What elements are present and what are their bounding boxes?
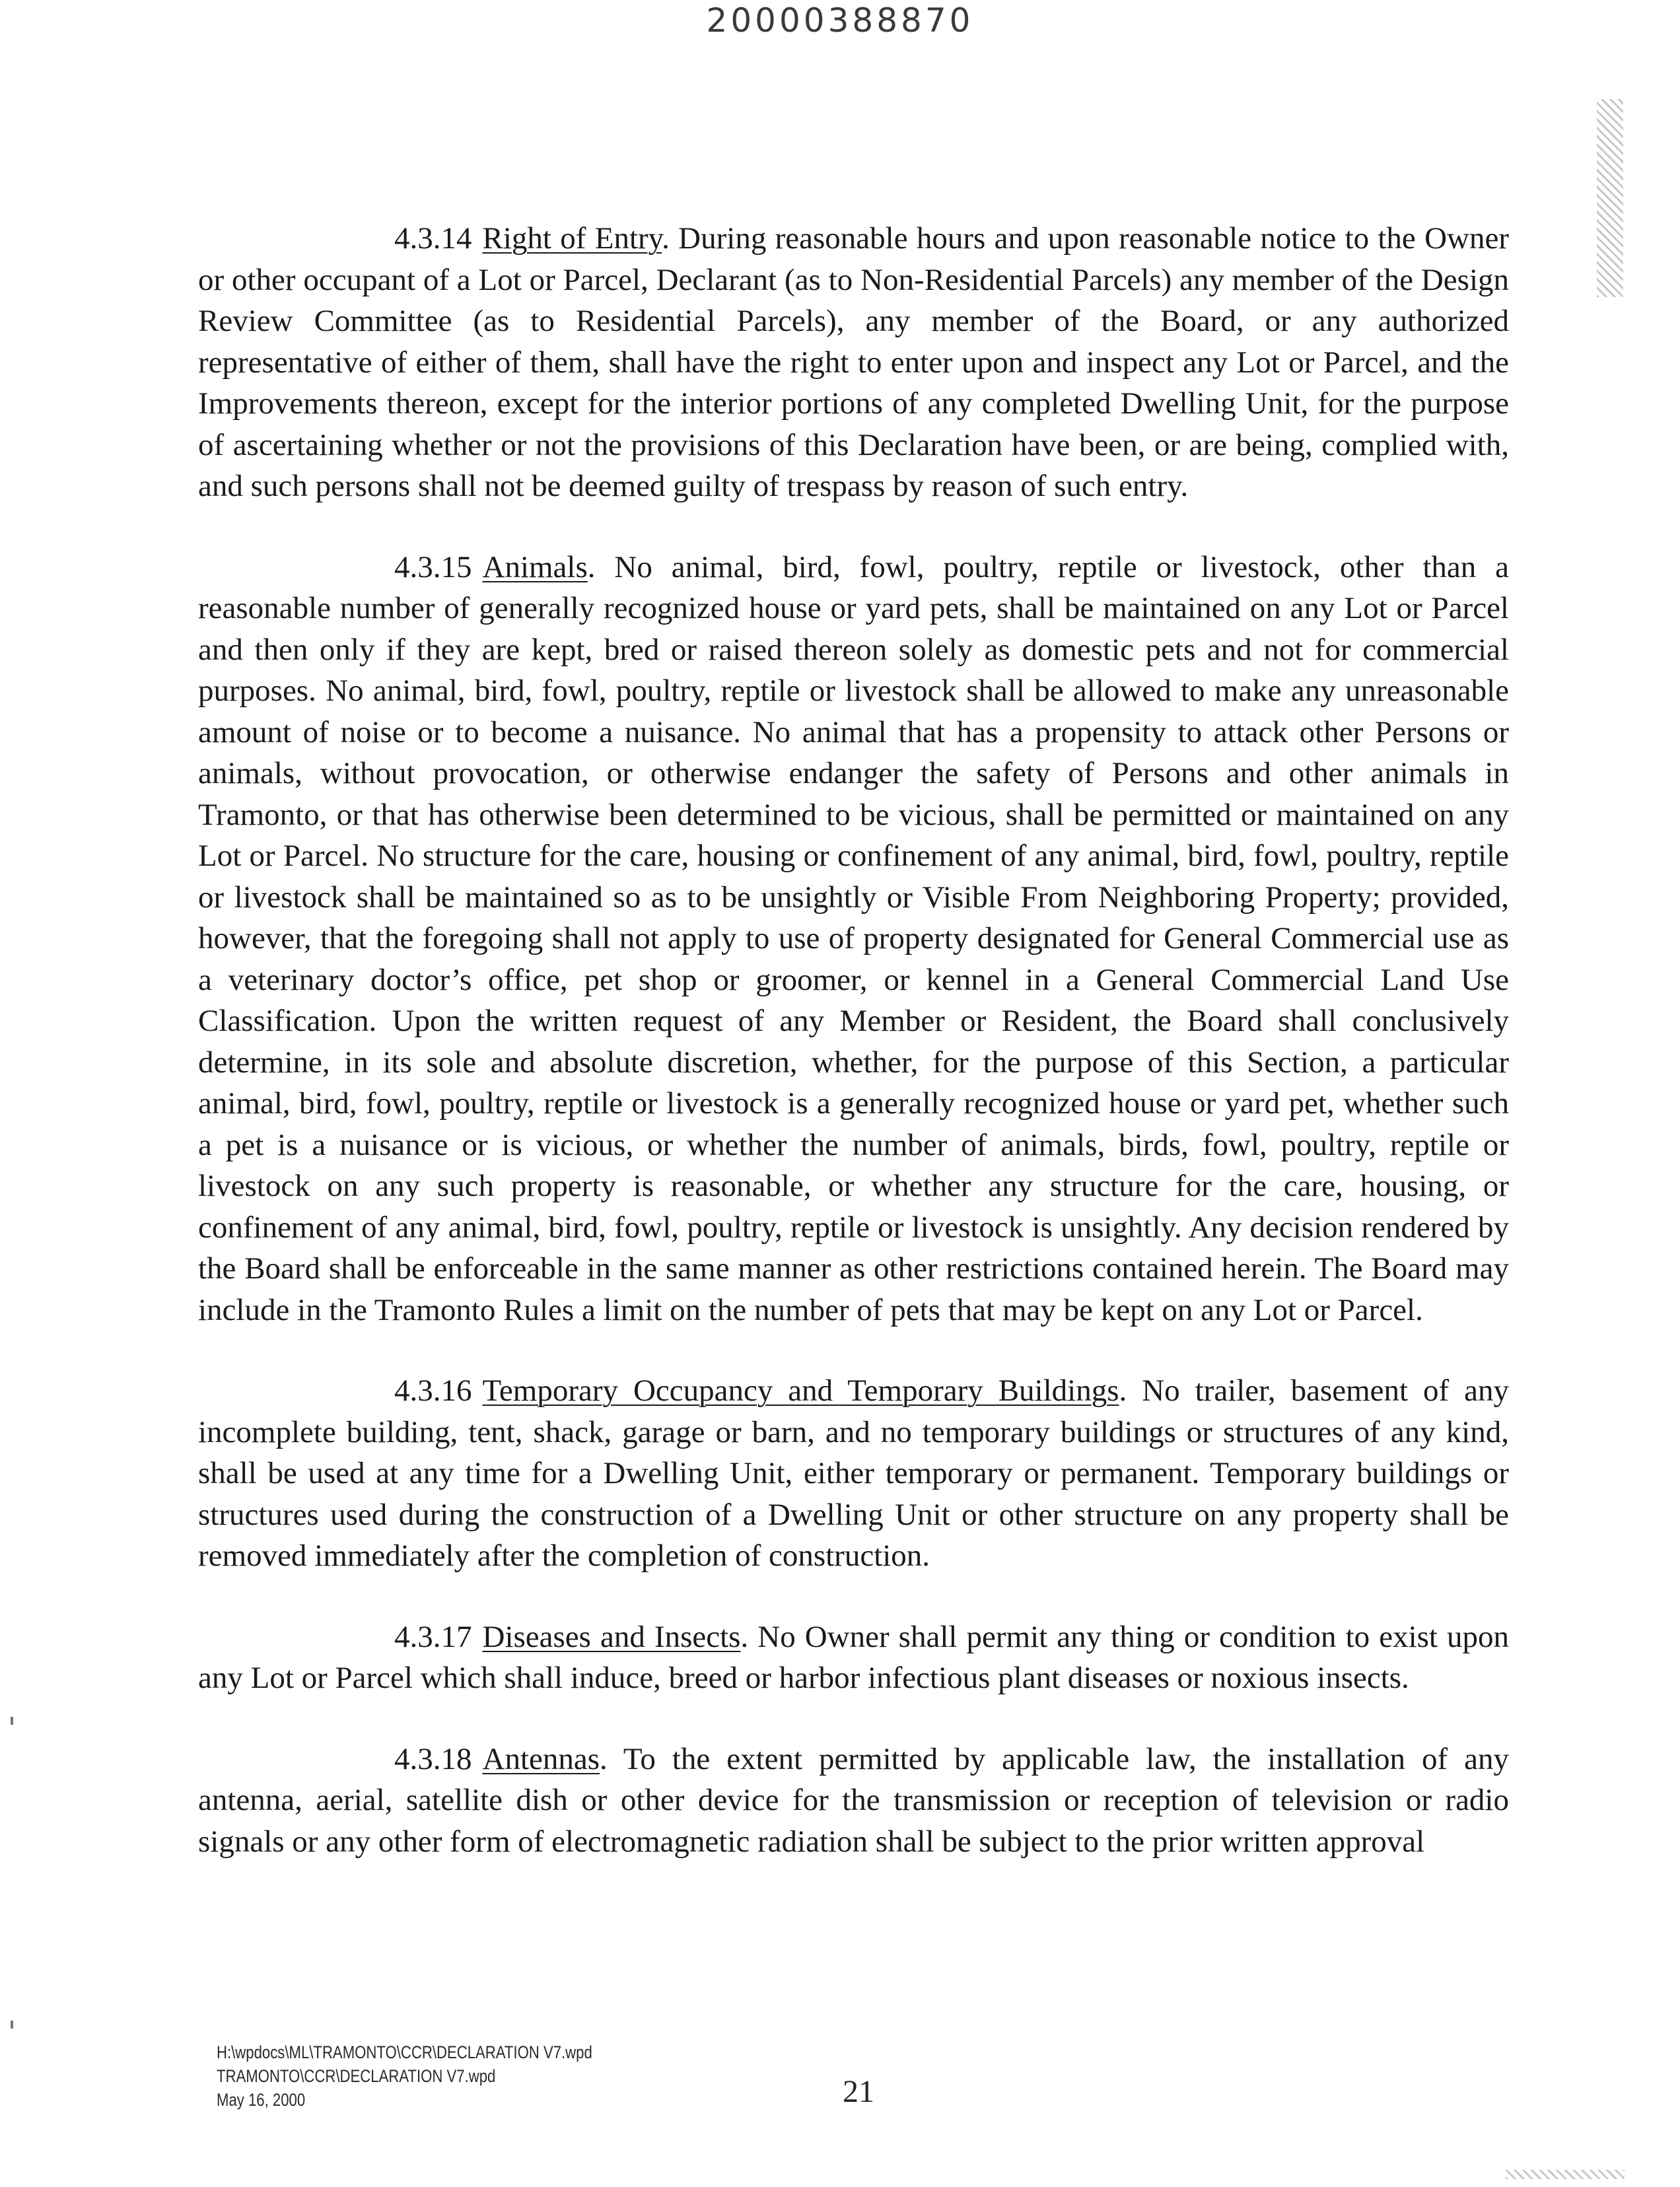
section-number: 4.3.17 bbox=[394, 1619, 472, 1654]
section-text: No trailer, basement of any incomplete building, tent, shack, garage or barn, and no temporary buildings or structures of any kind, shall be used at any time for a Dwelling Unit, either temporary or permanent. Temporary buildings or structures used during the construction of a Dwelling Unit or other structure on any property shall be removed immediately after the completion of construction. bbox=[198, 1373, 1510, 1573]
section-4-3-17: 4.3.17 Diseases and Insects. No Owner shall permit any thing or condition to exist upon any Lot or Parcel which shall induce, breed or harbor infectious plant diseases or noxious insects. bbox=[198, 1616, 1509, 1699]
footer-path-line: TRAMONTO\CCR\DECLARATION V7.wpd bbox=[217, 2066, 496, 2086]
scan-corner-mark bbox=[1506, 2170, 1625, 2179]
section-number: 4.3.16 bbox=[394, 1373, 472, 1408]
document-number: 20000388870 bbox=[706, 1, 974, 40]
scan-edge-dot bbox=[11, 1717, 13, 1725]
section-4-3-14: 4.3.14 Right of Entry. During reasonable hours and upon reasonable notice to the Owner or other occupant of a Lot or Parcel, Declarant (as to Non-Residential Parcels) any member of the Design Review Committee (as to Residential Parcels), any member of the Board, or any authorized representative of either of them, shall have the right to enter upon and inspect any Lot or Parcel, and the Improvements thereon, except for the interior portions of any completed Dwelling Unit, for the purpose of ascertaining whether or not the provisions of this Declaration have been, or are being, complied with, and such persons shall not be deemed guilty of trespass by reason of such entry. bbox=[198, 218, 1509, 507]
footer-date: May 16, 2000 bbox=[217, 2090, 306, 2110]
section-number: 4.3.14 bbox=[394, 221, 472, 256]
section-text: During reasonable hours and upon reasonable notice to the Owner or other occupant of a Lot or Parcel, Declarant (as to Non-Residential Parcels) any member of the Design Review Committee (as to Residential Parcels), any member of the Board, or any authorized representative of either of them, shall have the right to enter upon and inspect any Lot or Parcel, and the Improvements thereon, except for the interior portions of any completed Dwelling Unit, for the purpose of ascertaining whether or not the provisions of this Declaration have been, or are being, complied with, and such persons shall not be deemed guilty of trespass by reason of such entry. bbox=[198, 221, 1510, 503]
section-heading: Temporary Occupancy and Temporary Buildings bbox=[482, 1373, 1119, 1408]
section-number: 4.3.18 bbox=[394, 1741, 472, 1776]
section-heading: Animals bbox=[482, 549, 588, 584]
page-number: 21 bbox=[843, 2074, 874, 2109]
section-4-3-15: 4.3.15 Animals. No animal, bird, fowl, poultry, reptile or livestock, other than a reasonable number of generally recognized house or yard pets, shall be maintained on any Lot or Parcel and then only if they are kept, bred or raised thereon solely as domestic pets and not for commercial purposes. No animal, bird, fowl, poultry, reptile or livestock shall be allowed to make any unreasonable amount of noise or to become a nuisance. No animal that has a propensity to attack other Persons or animals, without provocation, or otherwise endanger the safety of Persons and other animals in Tramonto, or that has otherwise been determined to be vicious, shall be permitted or maintained on any Lot or Parcel. No structure for the care, housing or confinement of any animal, bird, fowl, poultry, reptile or livestock shall be maintained so as to be unsightly or Visible From Neighboring Property; provided, however, that the foregoing shall not apply to use of property designated for General Commercial use as a veterinary doctor’s office, pet shop or groomer, or kennel in a General Commercial Land Use Classification. Upon the written request of any Member or Resident, the Board shall conclusively determine, in its sole and absolute discretion, whether, for the purpose of this Section, a particular animal, bird, fowl, poultry, reptile or livestock is a generally recognized house or yard pet, whether such a pet is a nuisance or is vicious, or whether the number of animals, birds, fowl, poultry, reptile or livestock on any such property is reasonable, or whether any structure for the care, housing, or confinement of any animal, bird, fowl, poultry, reptile or livestock is unsightly. Any decision rendered by the Board shall be enforceable in the same manner as other restrictions contained herein. The Board may include in the Tramonto Rules a limit on the number of pets that may be kept on any Lot or Parcel. bbox=[198, 547, 1509, 1331]
scan-stamp-mark bbox=[1597, 99, 1623, 297]
section-heading: Right of Entry bbox=[482, 221, 662, 256]
section-4-3-18: 4.3.18 Antennas. To the extent permitted by applicable law, the installation of any antenna, aerial, satellite dish or other device for the transmission or reception of television or radio signals or any other form of electromagnetic radiation shall be subject to the prior written approval bbox=[198, 1739, 1509, 1863]
section-text: No animal, bird, fowl, poultry, reptile or livestock, other than a reasonable number of generally recognized house or yard pets, shall be maintained on any Lot or Parcel and then only if they are kept, bred or raised thereon solely as domestic pets and not for commercial purposes. No animal, bird, fowl, poultry, reptile or livestock shall be allowed to make any unreasonable amount of noise or to become a nuisance. No animal that has a propensity to attack other Persons or animals, without provocation, or otherwise endanger the safety of Persons and other animals in Tramonto, or that has otherwise been determined to be vicious, shall be permitted or maintained on any Lot or Parcel. No structure for the care, housing or confinement of any animal, bird, fowl, poultry, reptile or livestock shall be maintained so as to be unsightly or Visible From Neighboring Property; provided, however, that the foregoing shall not apply to use of property designated for General Commercial use as a veterinary doctor’s office, pet shop or groomer, or kennel in a General Commercial Land Use Classification. Upon the written request of any Member or Resident, the Board shall conclusively determine, in its sole and absolute discretion, whether, for the purpose of this Section, a particular animal, bird, fowl, poultry, reptile or livestock is a generally recognized house or yard pet, whether such a pet is a nuisance or is vicious, or whether the number of animals, birds, fowl, poultry, reptile or livestock on any such property is reasonable, or whether any structure for the care, housing, or confinement of any animal, bird, fowl, poultry, reptile or livestock is unsightly. Any decision rendered by the Board shall be enforceable in the same manner as other restrictions contained herein. The Board may include in the Tramonto Rules a limit on the number of pets that may be kept on any Lot or Parcel. bbox=[198, 549, 1509, 1327]
section-4-3-16: 4.3.16 Temporary Occupancy and Temporary Buildings. No trailer, basement of any incomplete building, tent, shack, garage or barn, and no temporary buildings or structures of any kind, shall be used at any time for a Dwelling Unit, either temporary or permanent. Temporary buildings or structures used during the construction of a Dwelling Unit or other structure on any property shall be removed immediately after the completion of construction. bbox=[198, 1370, 1509, 1577]
document-body bbox=[198, 218, 1509, 1902]
footer-path-line: H:\wpdocs\ML\TRAMONTO\CCR\DECLARATION V7.wpd bbox=[217, 2042, 592, 2062]
section-text: To the extent permitted by applicable law, the installation of any antenna, aerial, satellite dish or other device for the transmission or reception of television or radio signals or any other form of electromagnetic radiation shall be subject to the prior written approval bbox=[198, 1741, 1509, 1859]
scan-edge-dot bbox=[11, 2021, 13, 2029]
section-number: 4.3.15 bbox=[394, 549, 472, 584]
section-text: No Owner shall permit any thing or condition to exist upon any Lot or Parcel which shall induce, breed or harbor infectious plant diseases or noxious insects. bbox=[198, 1619, 1510, 1695]
section-heading: Diseases and Insects bbox=[482, 1619, 741, 1654]
footer-file-info bbox=[217, 2040, 592, 2112]
section-heading: Antennas bbox=[482, 1741, 600, 1776]
